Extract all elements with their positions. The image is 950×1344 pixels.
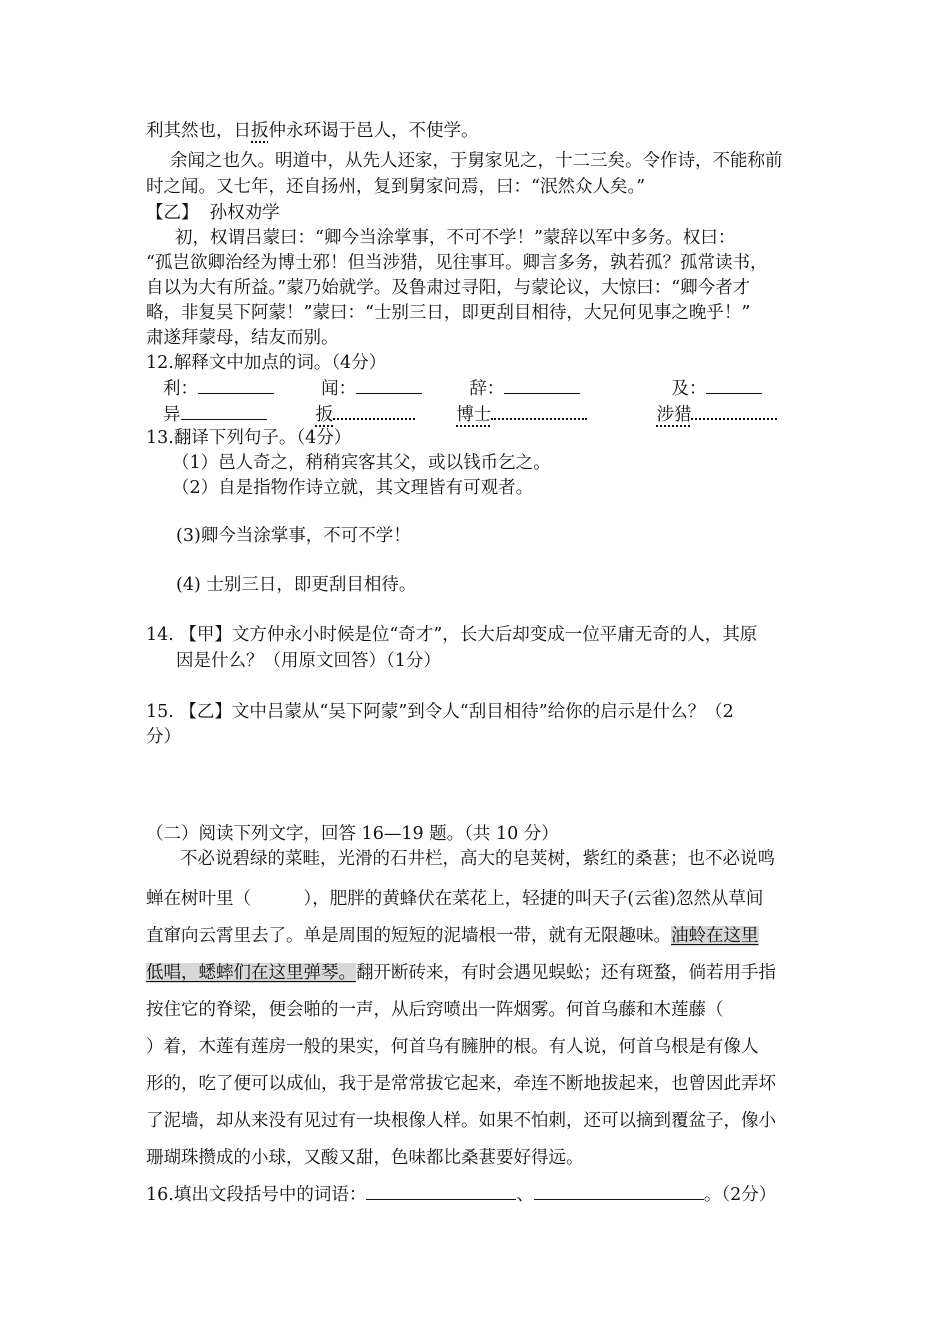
answer-blank[interactable]: [198, 377, 274, 394]
passage-line: 余闻之也久。明道中，从先人还家，于舅家见之，十二三矣。令作诗，不能称前: [170, 151, 783, 171]
highlighted-text: 油蛉在这里: [671, 926, 759, 946]
passage-line: 低唱，蟋蟀们在这里弹琴。翻开断砖来，有时会遇见蜈蚣；还有斑蝥，倘若用手指: [146, 963, 776, 983]
q13-sentence: （1）邑人奇之，稍稍宾客其父，或以钱币乞之。: [172, 453, 551, 473]
q13-sentence: (4) 士别三日，即更刮目相待。: [176, 575, 417, 595]
passage-line: 珊瑚珠攒成的小球，又酸又甜，色味都比桑葚要好得远。: [146, 1148, 584, 1168]
passage-line: 肃遂拜蒙母，结友而别。: [146, 328, 339, 348]
answer-blank[interactable]: [706, 377, 762, 394]
question-16: 16.填出文段括号中的词语： 、 。（2分）: [146, 1185, 777, 1205]
section-heading: （二）阅读下列文字，回答 16—19 题。（共 10 分）: [146, 824, 559, 844]
question-14: 因是什么？（用原文回答）（1分）: [176, 651, 441, 671]
dotted-word: 涉猎: [656, 405, 692, 425]
passage-line: 了泥墙，却从来没有见过有一块根像人样。如果不怕刺，还可以摘到覆盆子，像小: [146, 1111, 776, 1131]
passage-line: 自以为大有所益。”蒙乃始就学。及鲁肃过寻阳，与蒙论议，大惊曰：“卿今者才: [146, 278, 751, 298]
passage-line: 利其然也，日扳仲永环谒于邑人，不使学。: [146, 121, 479, 141]
passage-line: 时之闻。又七年，还自扬州，复到舅家问焉，曰：“泯然众人矣。”: [146, 177, 646, 197]
dotted-word: 博士: [456, 405, 492, 425]
answer-blank[interactable]: [504, 377, 580, 394]
passage-line: 按住它的脊梁，便会啪的一声，从后窍喷出一阵烟雾。何首乌藤和木莲藤（: [146, 1000, 724, 1020]
q12-row1: 利： 闻： 辞： 及：: [163, 377, 762, 400]
q13-sentence: (3)卿今当涂掌事，不可不学！: [176, 526, 411, 546]
answer-blank[interactable]: [491, 402, 587, 420]
passage-line: 初，权谓吕蒙曰：“卿今当涂掌事，不可不学！”蒙辞以军中多务。权曰：: [175, 228, 736, 248]
q13-sentence: （2）自是指物作诗立就，其文理皆有可观者。: [172, 478, 534, 498]
answer-blank[interactable]: [333, 402, 415, 420]
question-13: 13.翻译下列句子。（4分）: [146, 428, 352, 448]
answer-blank[interactable]: [691, 402, 777, 420]
answer-blank[interactable]: [366, 1183, 516, 1200]
passage-line: 形的，吃了便可以成仙，我于是常常拔它起来，牵连不断地拔起来，也曾因此弄坏: [146, 1074, 776, 1094]
question-14: 14. 【甲】文方仲永小时候是位“奇才”，长大后却变成一位平庸无奇的人，其原: [146, 625, 758, 645]
passage-line: 直窜向云霄里去了。单是周围的短短的泥墙根一带，就有无限趣味。油蛉在这里: [146, 926, 759, 946]
answer-blank[interactable]: [534, 1183, 704, 1200]
passage-line: 不必说碧绿的菜畦，光滑的石井栏，高大的皂荚树，紫红的桑葚；也不必说鸣: [180, 849, 775, 869]
question-15: 15. 【乙】文中吕蒙从“吴下阿蒙”到令人“刮目相待”给你的启示是什么？（2: [146, 702, 734, 722]
dotted-word: 扳: [251, 121, 269, 141]
passage-line: 蝉在树叶里（ ），肥胖的黄蜂伏在菜花上，轻捷的叫天子(云雀)忽然从草间: [146, 889, 764, 909]
passage-title: 【乙】 孙权劝学: [146, 203, 280, 223]
question-12: 12.解释文中加点的词。（4分）: [146, 353, 387, 373]
answer-blank[interactable]: [181, 403, 267, 420]
q12-row2: 异 扳 博士 涉猎: [163, 402, 777, 426]
answer-blank[interactable]: [356, 377, 422, 394]
question-15: 分）: [146, 727, 181, 747]
highlighted-text: 低唱，蟋蟀们在这里弹琴。: [146, 963, 356, 983]
passage-line: “孤岂欲卿治经为博士邪！但当涉猎，见往事耳。卿言多务，孰若孤？孤常读书，: [146, 253, 768, 273]
passage-line: 略，非复吴下阿蒙！”蒙曰：“士别三日，即更刮目相待，大兄何见事之晚乎！”: [146, 303, 751, 323]
passage-line: ）着，木莲有莲房一般的果实，何首乌有臃肿的根。有人说，何首乌根是有像人: [146, 1037, 759, 1057]
dotted-word: 扳: [315, 405, 334, 425]
